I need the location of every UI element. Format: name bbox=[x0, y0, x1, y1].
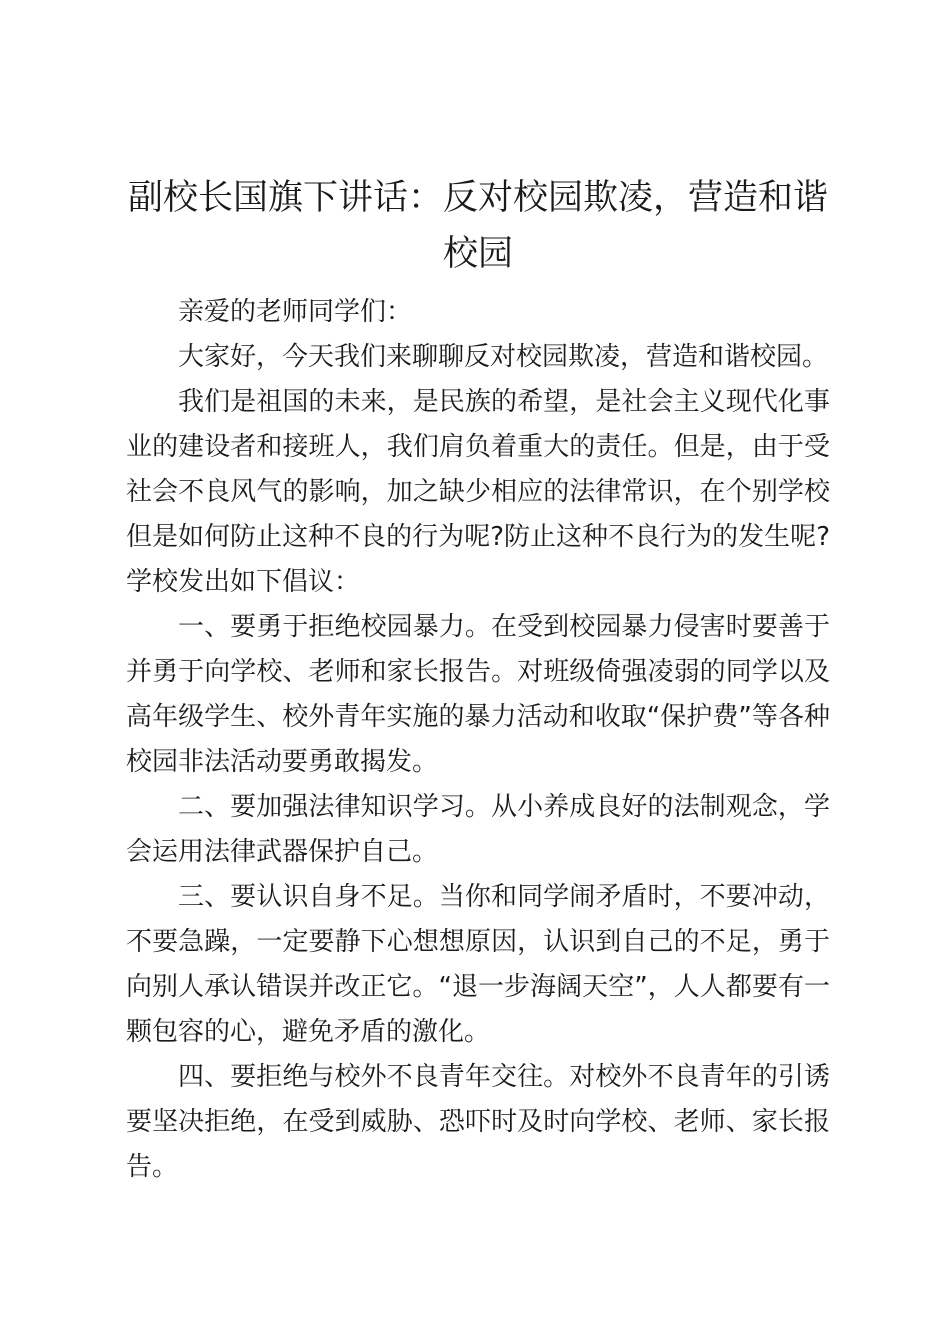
document-page bbox=[126, 170, 830, 1190]
title-block bbox=[126, 170, 830, 282]
proposal-2-paragraph: 二、要加强法律知识学习。从小养成良好的法制观念，学会运用法律武器保护自己。 bbox=[126, 792, 830, 867]
proposal-1-paragraph: 一、要勇于拒绝校园暴力。在受到校园暴力侵害时要善于并勇于向学校、老师和家长报告。对班级倚强凌弱的同学以及高年级学生、校外青年实施的暴力活动和收取“保护费”等各种校园非法活动要勇敢揭发。 bbox=[126, 612, 830, 777]
proposal-3-paragraph: 三、要认识自身不足。当你和同学闹矛盾时，不要冲动，不要急躁，一定要静下心想想原因，认识到自己的不足，勇于向别人承认错误并改正它。“退一步海阔天空”，人人都要有一颗包容的心，避免矛盾的激化。 bbox=[126, 882, 830, 1047]
salutation-paragraph: 亲爱的老师同学们： bbox=[178, 297, 413, 327]
intro-paragraph: 我们是祖国的未来，是民族的希望，是社会主义现代化事业的建设者和接班人，我们肩负着重大的责任。但是，由于受社会不良风气的影响，加之缺少相应的法律常识，在个别学校但是如何防止这种不良的行为呢?防止这种不良行为的发生呢?学校发出如下倡议： bbox=[126, 387, 830, 597]
greeting-paragraph: 大家好，今天我们来聊聊反对校园欺凌，营造和谐校园。 bbox=[178, 342, 829, 372]
document-title: 副校长国旗下讲话：反对校园欺凌，营造和谐校园 bbox=[127, 178, 828, 274]
proposal-4-paragraph: 四、要拒绝与校外不良青年交往。对校外不良青年的引诱要坚决拒绝，在受到威胁、恐吓时及时向学校、老师、家长报告。 bbox=[126, 1062, 830, 1182]
